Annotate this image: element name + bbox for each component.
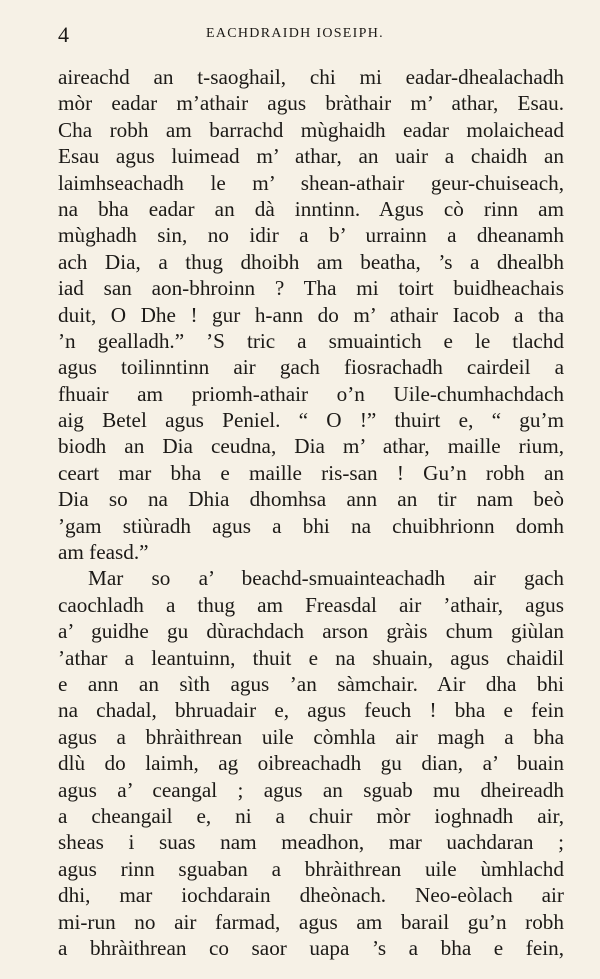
text-line: agus a’ ceangal ; agus an sguab mu dheireadh (58, 777, 564, 802)
text-line: Cha robh am barrachd mùghaidh eadar molaichead (58, 117, 564, 142)
text-line: a’ guidhe gu dùrachdach arson gràis chum giùlan (58, 619, 564, 644)
text-line: iad san aon-bhroinn ? Tha mi toirt buidheachais (58, 276, 564, 301)
text-line: agus rinn sguaban a bhràithrean uile ùmhlachd (58, 856, 564, 881)
text-line: am feasd.” (58, 540, 149, 565)
text-line: caochladh a thug am Freasdal air ’athair, agus (58, 592, 564, 617)
paragraph (58, 64, 564, 565)
text-line: agus toilinntinn air gach fiosrachadh cairdeil a (58, 355, 564, 380)
text-line: ’athar a leantuinn, thuit e na shuain, agus chaidil (58, 645, 564, 670)
running-title: EACHDRAIDH IOSEIPH. (206, 26, 384, 41)
text-line: a cheangail e, ni a chuir mòr ioghnadh air, (58, 803, 564, 828)
text-line: ceart mar bha e maille ris-san ! Gu’n robh an (58, 460, 564, 485)
text-line: agus a bhràithrean uile còmhla air magh a bha (58, 724, 564, 749)
text-line: Mar so a’ beachd-smuainteachadh air gach (88, 566, 564, 591)
text-line: na bha eadar an dà inntinn. Agus cò rinn am (58, 196, 564, 221)
text-line: biodh an Dia ceudna, Dia m’ athar, maille rium, (58, 434, 564, 459)
text-line: ’n gealladh.” ’S tric a smuaintich e le tlachd (58, 328, 564, 353)
text-line: sheas i suas nam meadhon, mar uachdaran ; (58, 830, 564, 855)
text-line: dhi, mar iochdarain dheònach. Neo-eòlach air (58, 883, 564, 908)
text-line: ach Dia, a thug dhoibh am beatha, ’s a dhealbh (58, 249, 564, 274)
text-line: laimhseachadh le m’ shean-athair geur-chuiseach, (58, 170, 564, 195)
text-line: a bhràithrean co saor uapa ’s a bha e fein, (58, 935, 564, 960)
text-line: ’gam stiùradh agus a bhi na chuibhrionn domh (58, 513, 564, 538)
text-line: dlù do laimh, ag oibreachadh gu dian, a’ buain (58, 751, 564, 776)
paragraph (58, 565, 564, 961)
text-line: mi-run no air farmad, agus am barail gu’n robh (58, 909, 564, 934)
text-line: mòr eadar m’athair agus bràthair m’ athar, Esau. (58, 91, 564, 116)
page-number: 4 (58, 22, 69, 47)
text-line: aireachd an t-saoghail, chi mi eadar-dhealachadh (58, 65, 564, 89)
text-line: fhuair am priomh-athair o’n Uile-chumhachdach (58, 381, 564, 406)
text-line: mùghadh sin, no idir a b’ urrainn a dheanamh (58, 223, 564, 248)
text-line: e ann an sìth agus ’an sàmchair. Air dha bhi (58, 671, 564, 696)
text-line: Esau agus luimead m’ athar, an uair a chaidh an (58, 144, 564, 169)
text-line: aig Betel agus Peniel. “ O !” thuirt e, “ gu’m (58, 408, 564, 433)
text-line: Dia so na Dhia dhomhsa ann an tir nam beò (58, 487, 564, 512)
body-text (58, 64, 564, 961)
page-header (58, 22, 558, 48)
text-line: na chadal, bhruadair e, agus feuch ! bha e fein (58, 698, 564, 723)
text-line: duit, O Dhe ! gur h-ann do m’ athair Iacob a tha (58, 302, 564, 327)
